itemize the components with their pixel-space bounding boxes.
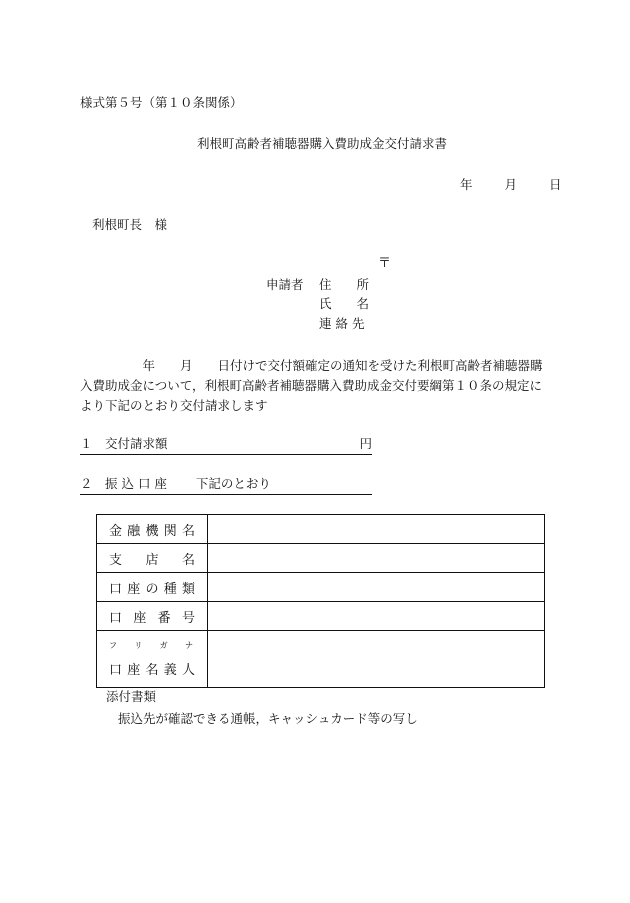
name-label: 氏 名: [319, 296, 370, 311]
table-row: [97, 544, 545, 573]
label-char: フ: [109, 641, 117, 650]
postal-mark: 〒: [378, 256, 392, 271]
account-holder-label-cell: [97, 631, 208, 688]
request-amount-line: [80, 438, 372, 455]
label-char: の: [145, 581, 159, 597]
label-char: 口: [109, 581, 123, 597]
table-row: [97, 602, 545, 631]
transfer-account-line: [80, 478, 372, 495]
request-amount-label: １ 交付請求額: [80, 436, 168, 451]
branch-name-input[interactable]: [208, 544, 545, 573]
label-char: 機: [145, 523, 159, 539]
label-char: 店: [145, 552, 159, 568]
label-char: 口: [109, 663, 123, 678]
furigana-label: [97, 640, 207, 651]
account-holder-label: [97, 659, 207, 678]
contact-label: 連 絡 先: [319, 316, 365, 331]
account-type-label-cell: [97, 573, 208, 602]
label-char: 支: [109, 552, 123, 568]
account-number-label-cell: [97, 602, 208, 631]
table-row: [97, 573, 545, 602]
label-char: 名: [181, 552, 195, 568]
attachment-item: 振込先が確認できる通帳，キャッシュカード等の写し: [118, 711, 418, 726]
amount-unit: 円: [359, 436, 372, 451]
label-char: リ: [134, 641, 143, 650]
label-char: 名: [181, 523, 195, 539]
date-line: [460, 179, 562, 192]
date-year: 年: [460, 177, 473, 192]
label-char: 座: [127, 581, 141, 597]
address-label: 住 所: [319, 277, 370, 292]
bank-name-input[interactable]: [208, 515, 545, 544]
attachments-heading: 添付書類: [106, 689, 157, 704]
label-char: 種: [163, 581, 177, 597]
label-char: 号: [181, 610, 195, 626]
account-number-input[interactable]: [208, 602, 545, 631]
bank-name-label: [97, 520, 207, 539]
date-day: 日: [549, 177, 562, 192]
table-row: [97, 515, 545, 544]
table-row: [97, 631, 545, 688]
label-char: 融: [127, 523, 141, 539]
label-char: 番: [157, 610, 171, 626]
label-char: 金: [109, 523, 123, 539]
account-holder-input[interactable]: [208, 631, 545, 688]
label-char: 名: [145, 663, 159, 678]
label-char: ナ: [184, 641, 193, 650]
transfer-account-label: ２ 振 込 口 座 下記のとおり: [80, 476, 271, 491]
account-number-label: [97, 607, 207, 626]
applicant-label: 申請者: [266, 277, 304, 292]
label-char: 座: [133, 610, 147, 626]
label-char: 義: [163, 663, 177, 678]
branch-name-label-cell: [97, 544, 208, 573]
addressee: 利根町長 様: [92, 217, 168, 232]
label-char: 関: [163, 523, 177, 539]
label-char: 座: [127, 663, 141, 678]
account-type-label: [97, 578, 207, 597]
label-char: ガ: [159, 641, 168, 650]
form-number: 様式第５号（第１０条関係）: [80, 95, 243, 110]
document-title: 利根町高齢者補聴器購入費助成金交付請求書: [196, 136, 447, 151]
branch-name-label: [97, 549, 207, 568]
request-body-text: 年 月 日付けで交付額確定の通知を受けた利根町高齢者補聴器購入費助成金について，利根町高齢者補聴器購入費助成金交付要綱第１０条の規定により下記のとおり交付請求します: [80, 358, 543, 413]
account-type-input[interactable]: [208, 573, 545, 602]
bank-name-label-cell: [97, 515, 208, 544]
label-char: 人: [181, 663, 195, 678]
label-char: 口: [109, 610, 123, 626]
bank-account-table: [96, 514, 545, 688]
date-month: 月: [504, 177, 518, 192]
label-char: 類: [181, 581, 195, 597]
